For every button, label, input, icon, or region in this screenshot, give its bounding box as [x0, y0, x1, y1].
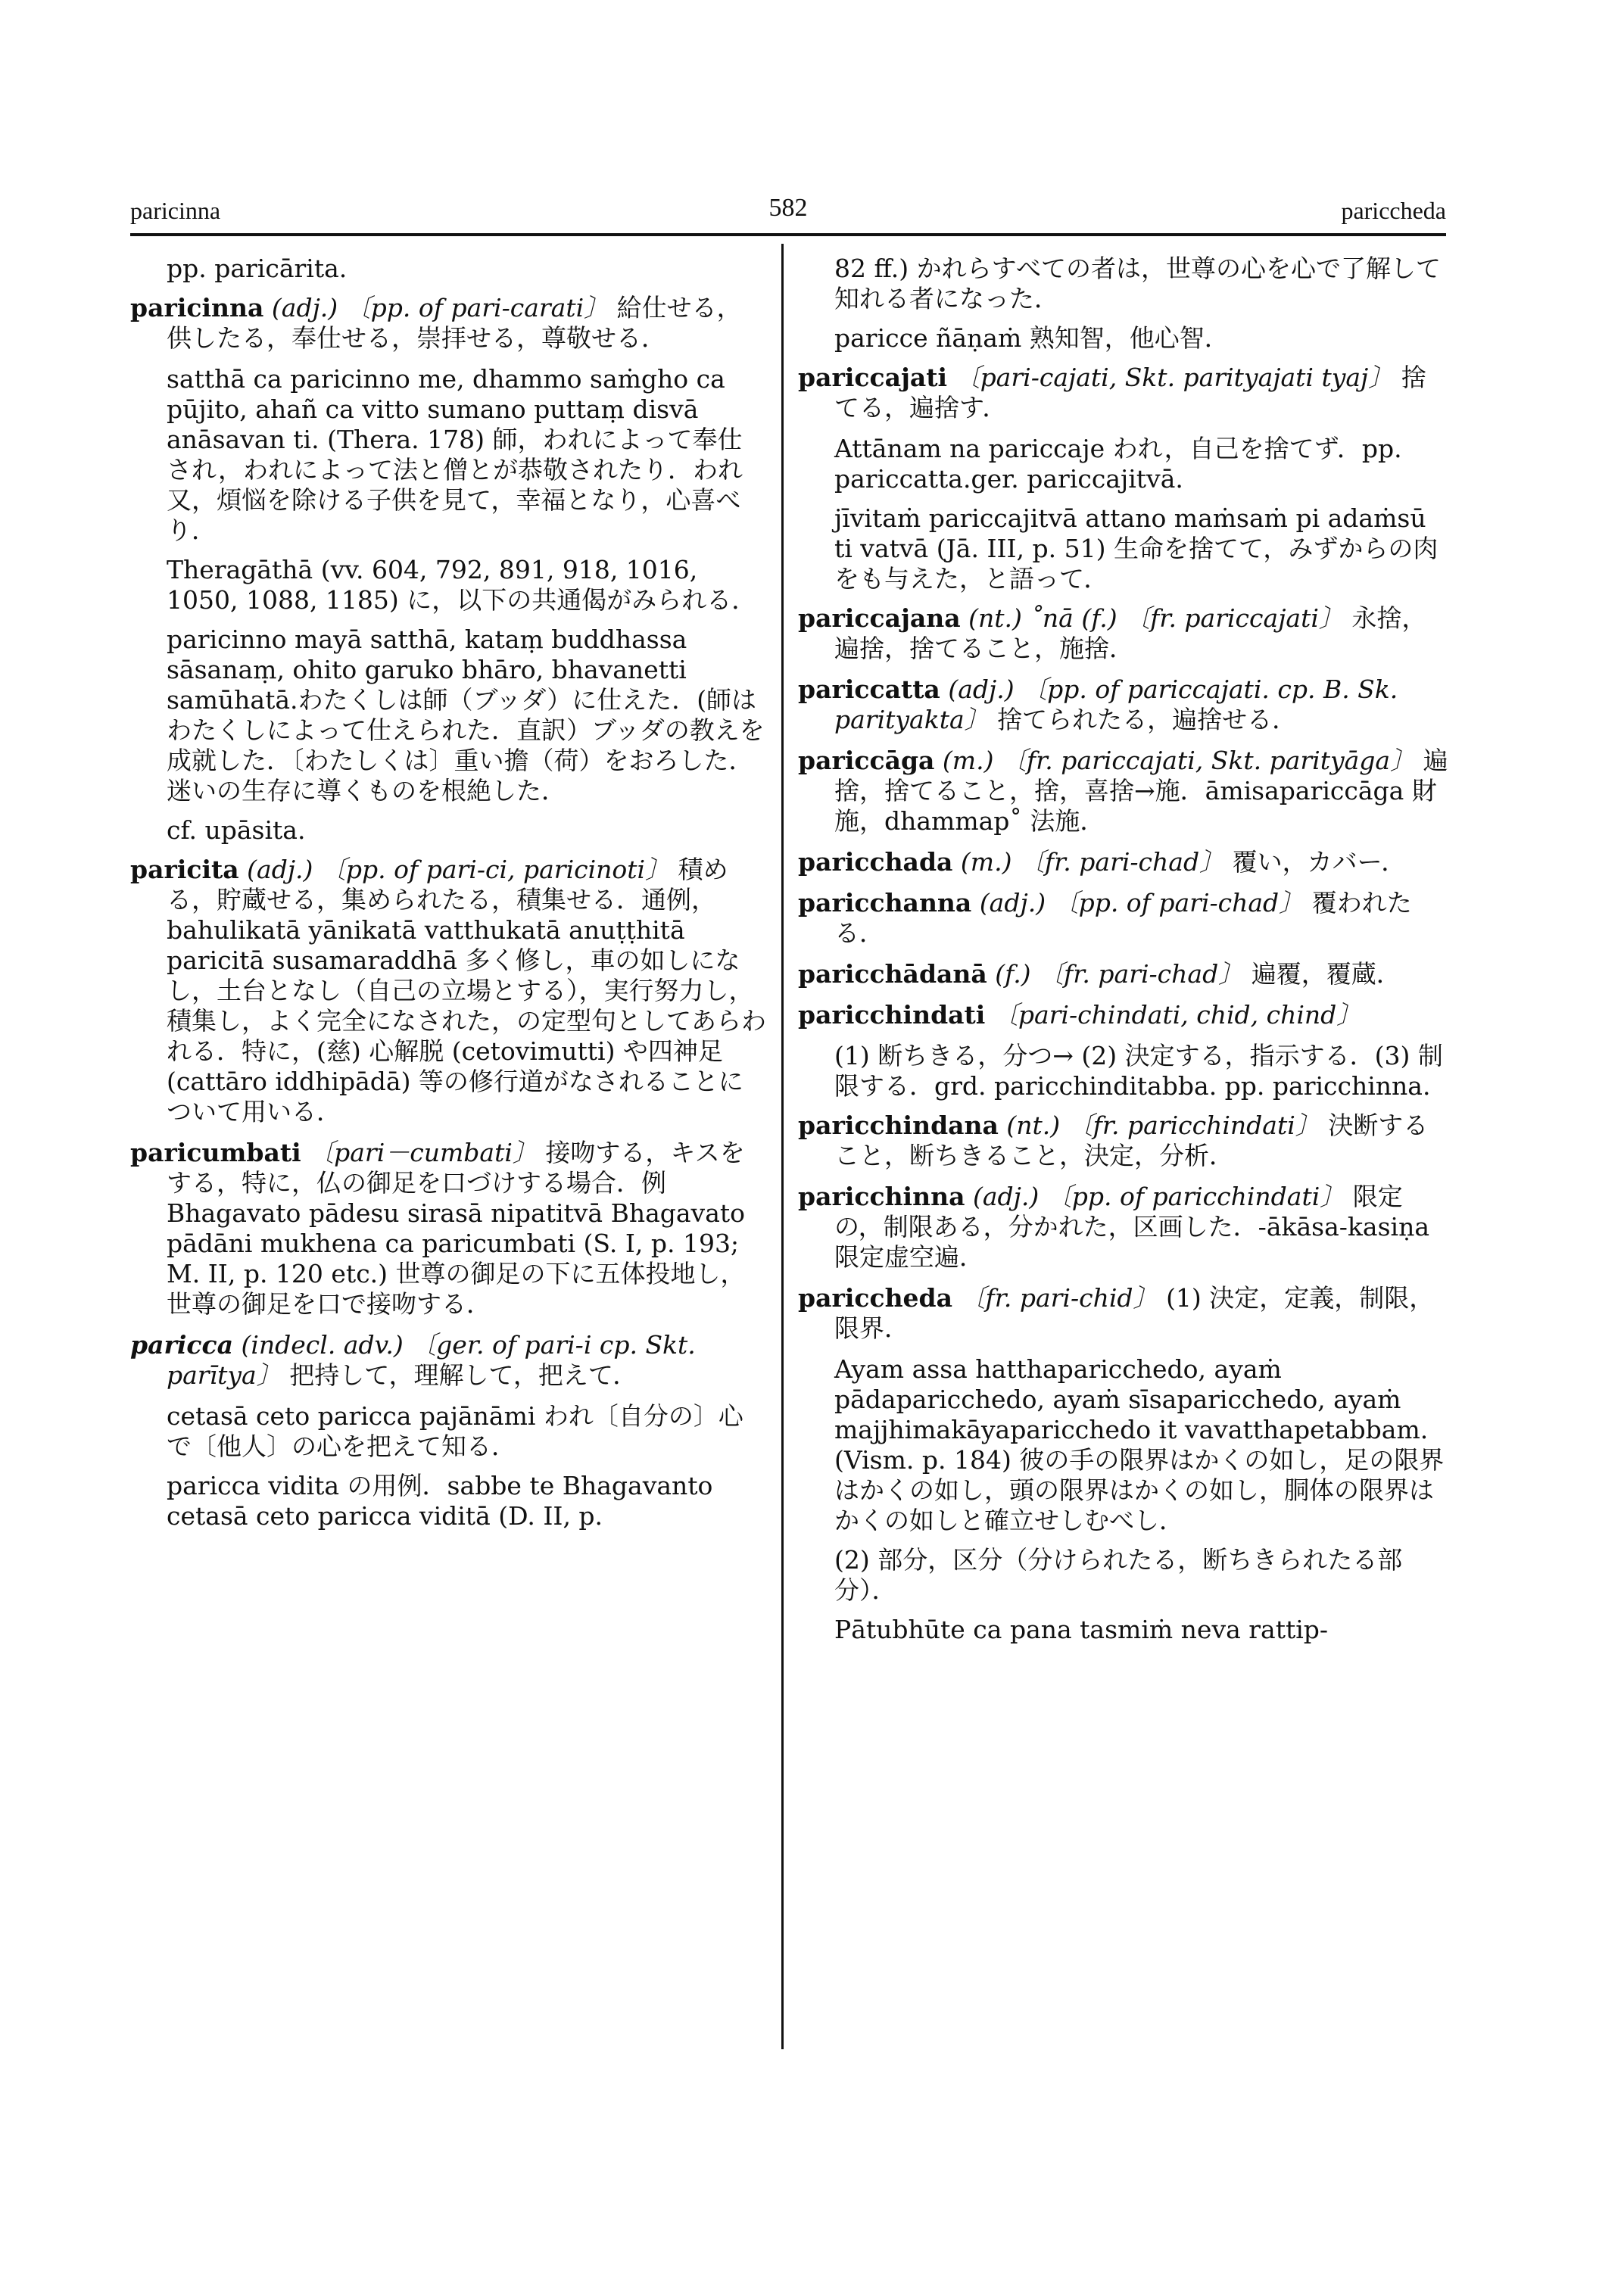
grammar-note: (f.) 〔fr. pari-chad〕 [995, 959, 1244, 989]
left-column [130, 254, 766, 1541]
dictionary-entry [130, 855, 766, 1127]
grammar-note: 〔pari-cajati, Skt. parityajati tyaj〕 [955, 363, 1394, 392]
entry-continuation: paricca vidita の用例．sabbe te Bhagavanto cetasā ceto paricca viditā (D. II, p. [167, 1471, 713, 1531]
dictionary-entry [798, 1111, 1449, 1171]
gloss: 遍覆，覆蔵． [1251, 959, 1401, 989]
grammar-note: (indecl. adv.) 〔ger. of pari-i cp. Skt. parītya〕 [167, 1330, 696, 1390]
dictionary-entry [798, 675, 1449, 735]
headword: paricita [130, 855, 239, 884]
gloss: 捨てられたる，遍捨せる． [997, 705, 1298, 734]
header-left-guide-word: paricinna [130, 197, 221, 224]
entry-continuation: (1) 断ちきる，分つ→ (2) 決定する，指示する．(3) 制限する．grd. paricchinditabba. pp. paricchinna. [834, 1041, 1443, 1101]
dictionary-entry [798, 1283, 1449, 1344]
dictionary-entry [798, 888, 1449, 949]
dictionary-entry [798, 1000, 1449, 1030]
entry-continuation: Theragāthā (vv. 604, 792, 891, 918, 1016, 1050, 1088, 1185) に，以下の共通偈がみられる． [167, 555, 757, 615]
entry-continuation: 82 ff.) かれらすべての者は，世尊の心を心で了解して知れる者になった． [834, 254, 1441, 313]
dictionary-entry [130, 1330, 766, 1391]
grammar-note: (adj.) 〔pp. of pari-chad〕 [979, 888, 1304, 918]
gloss: 遍捨，捨てること，捨，喜捨→施．āmisapariccāga 財施，dhammap˚ 法施． [834, 746, 1448, 836]
dictionary-entry [798, 847, 1449, 877]
dictionary-entry [130, 293, 766, 354]
grammar-note: (adj.) 〔pp. of pari-ci, paricinoti〕 [247, 855, 671, 884]
headword: pariccajati [798, 363, 948, 392]
grammar-note: 〔pari-chindati, chid, chind〕 [993, 1000, 1362, 1030]
headword: paricchindati [798, 1000, 986, 1030]
entry-continuation: cetasā ceto paricca pajānāmi われ〔自分の〕心で〔他人〕の心を把えて知る． [167, 1401, 743, 1461]
entry-continuation: satthā ca paricinno me, dhammo saṁgho ca pūjito, ahañ ca vitto sumano puttaṃ disvā anāsavan ti. (Thera. 178) 師，われによって奉仕され，われによって法と僧とが恭敬されたり．われ又，煩悩を除ける子供を見て，幸福となり，心喜べり． [167, 364, 743, 545]
headword: pariccatta [798, 675, 940, 704]
headword: pariccajana [798, 603, 961, 633]
entry-continuation: Attānam na pariccaje われ，自己を捨てず．pp. pariccatta.ger. pariccajitvā. [834, 434, 1402, 494]
grammar-note: (m.) 〔fr. pari-chad〕 [960, 847, 1225, 877]
grammar-note: (nt.) 〔fr. paricchindati〕 [1006, 1111, 1320, 1140]
dictionary-entry [798, 746, 1449, 837]
gloss: 覆われたる． [834, 888, 1412, 948]
headword: paricchanna [798, 888, 972, 918]
headword: paricinna [130, 293, 264, 322]
headword: paricchinna [798, 1182, 965, 1211]
entry-continuation: (2) 部分，区分（分けられたる，断ちきられたる部分）． [834, 1545, 1403, 1605]
entry-continuation: cf. upāsita. [167, 815, 306, 845]
gloss: 接吻する，キスをする，特に，仏の御足を口づけする場合．例 Bhagavato pādesu sirasā nipatitvā Bhagavato pādāni mukhena ca paricumbati (S. I, p. 193; M. II, p. 120 etc.) 世尊の御足の下に五体投地し，世尊の御足を口で接吻する． [167, 1138, 746, 1319]
grammar-note: (adj.) 〔pp. of pari-carati〕 [271, 293, 609, 322]
right-column [798, 254, 1449, 1654]
headword: paricchādanā [798, 959, 987, 989]
header-right-guide-word: pariccheda [1341, 197, 1446, 224]
gloss: 限定の，制限ある，分かれた，区画した．-ākāsa-kasiṇa 限定虚空遍． [834, 1182, 1430, 1272]
gloss: 捨てる，遍捨す． [834, 363, 1426, 422]
headword: paricumbati [130, 1138, 301, 1167]
headword: paricca [130, 1330, 233, 1360]
grammar-note: 〔fr. pari-chid〕 [960, 1283, 1158, 1313]
gloss: 給仕せる，供したる，奉仕せる，崇拝せる，尊敬せる． [167, 293, 742, 353]
entry-continuation: Pātubhūte ca pana tasmiṁ neva rattip- [834, 1615, 1329, 1644]
gloss: (1) 決定，定義，制限，限界． [834, 1283, 1435, 1343]
page-number: 582 [768, 194, 808, 222]
entry-continuation: paricinno mayā satthā, kataṃ buddhassa sāsanaṃ, ohito garuko bhāro, bhavanetti samūhatā.わたくしは師（ブッダ）に仕えた．(師はわたくしによって仕えられた．直訳）ブッダの教えを成就した．〔わたしくは〕重い擔（荷）をおろした．迷いの生存に導くものを根絶した． [167, 625, 765, 805]
grammar-note: 〔pari－cumbati〕 [309, 1138, 538, 1167]
entry-continuation: paricce ñāṇaṁ 熟知智，他心智． [834, 323, 1230, 353]
headword: paricchada [798, 847, 953, 877]
dictionary-entry [130, 1138, 766, 1319]
gloss: 覆い，カバー． [1232, 847, 1407, 877]
dictionary-entry [798, 959, 1449, 989]
grammar-note: (adj.) 〔pp. of paricchindati〕 [972, 1182, 1345, 1211]
entry-continuation: pp. paricārita. [167, 254, 348, 283]
dictionary-entry [798, 603, 1449, 664]
gloss: 永捨，遍捨，捨てること，施捨． [834, 603, 1427, 663]
entry-continuation: jīvitaṁ pariccajitvā attano maṁsaṁ pi adaṁsū ti vatvā (Jā. III, p. 51) 生命を捨てて，みずからの肉をも与えた，と語って． [834, 503, 1439, 594]
gloss: 把持して，理解して，把えて． [289, 1360, 638, 1390]
column-divider [781, 244, 784, 2049]
gloss: 決断すること，断ちきること，決定，分析． [834, 1111, 1429, 1170]
headword: pariccāga [798, 746, 935, 775]
grammar-note: (nt.) ˚nā (f.) 〔fr. pariccajati〕 [968, 603, 1344, 633]
entry-continuation: Ayam assa hatthaparicchedo, ayaṁ pādaparicchedo, ayaṁ sīsaparicchedo, ayaṁ majjhimakāyaparicchedo it vavatthapetabbam. (Vism. p. 184) 彼の手の限界はかくの如し，足の限界はかくの如し，頭の限界はかくの如し，胴体の限界はかくの如しと確立せしむべし． [834, 1354, 1445, 1535]
grammar-note: (m.) 〔fr. pariccajati, Skt. parityāga〕 [942, 746, 1416, 775]
headword: pariccheda [798, 1283, 953, 1313]
page-header [130, 191, 1446, 236]
headword: paricchindana [798, 1111, 999, 1140]
grammar-note: (adj.) 〔pp. of pariccajati. cp. B. Sk. parityakta〕 [834, 675, 1398, 734]
gloss: 積める，貯蔵せる，集められたる，積集せる．通例，bahulikatā yānikatā vatthukatā anuṭṭhitā paricitā susamaraddhā 多く修し，車の如しになし，土台となし（自己の立場とする），実行努力し，積集し，よく完全になされた，の定型句としてあらわれる．特に，(慈) 心解脱 (cetovimutti) や四神足 (cattāro iddhipādā) 等の修行道がなされることについて用いる． [167, 855, 766, 1126]
dictionary-entry [798, 363, 1449, 423]
dictionary-entry [798, 1182, 1449, 1273]
